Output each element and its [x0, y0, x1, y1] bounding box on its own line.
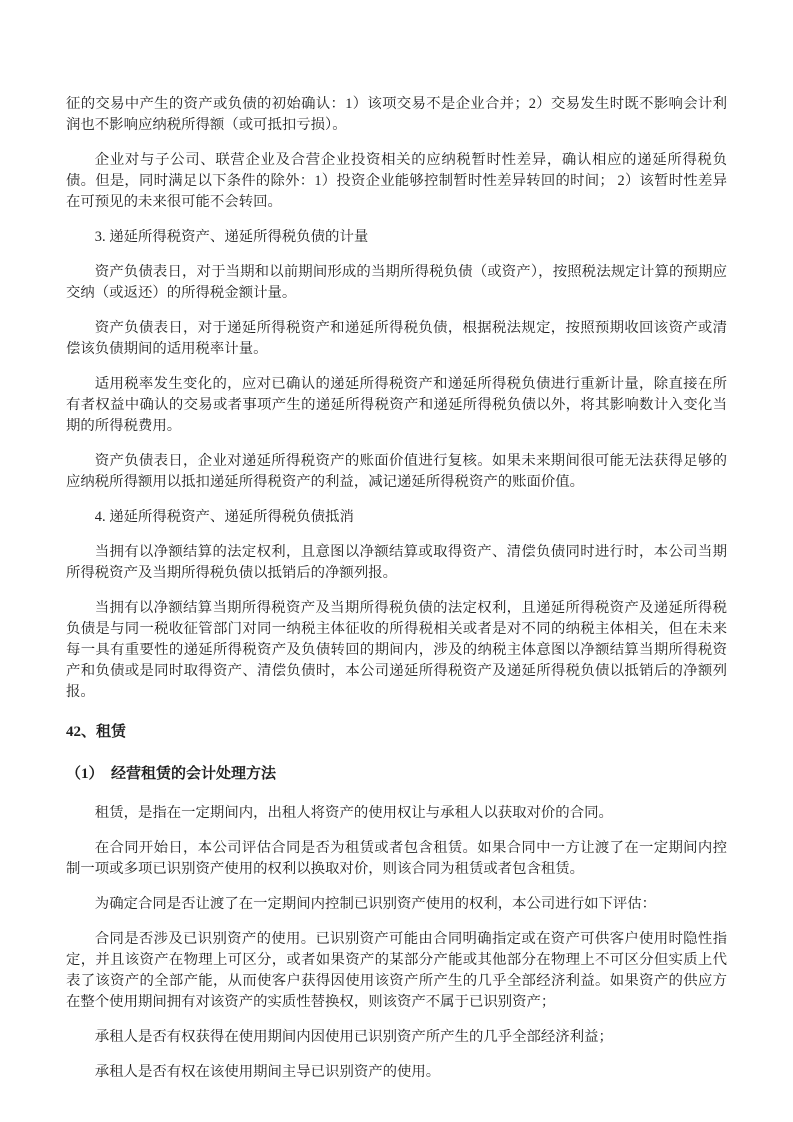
paragraph-continuation: 征的交易中产生的资产或负债的初始确认：1）该项交易不是企业合并；2）交易发生时既不影响会计利润也不影响应纳税所得额（或可抵扣亏损）。 [66, 96, 727, 133]
paragraph: 当拥有以净额结算当期所得税资产及当期所得税负债的法定权利，且递延所得税资产及递延所得税负债是与同一税收征管部门对同一纳税主体征收的所得税相关或者是对不同的纳税主体相关，但在未来每一具有重要性的递延所得税资产及负债转回的期间内，涉及的纳税主体意图以净额结算当期所得税资产和负债或是同时取得资产、清偿负债时，本公司递延所得税资产及递延所得税负债以抵销后的净额列报。 [66, 600, 727, 700]
subsection-heading-operating-lease: （1） 经营租赁的会计处理方法 [66, 766, 277, 782]
paragraph: 适用税率发生变化的，应对已确认的递延所得税资产和递延所得税负债进行重新计量，除直接在所有者权益中确认的交易或者事项产生的递延所得税资产和递延所得税负债以外，将其影响数计入变化当期的所得税费用。 [66, 376, 727, 434]
paragraph: 当拥有以净额结算的法定权利，且意图以净额结算或取得资产、清偿负债同时进行时，本公司当期所得税资产及当期所得税负债以抵销后的净额列报。 [66, 544, 727, 581]
numbered-item-3: 3. 递延所得税资产、递延所得税负债的计量 [94, 229, 369, 245]
paragraph: 承租人是否有权在该使用期间主导已识别资产的使用。 [94, 1064, 441, 1080]
paragraph: 合同是否涉及已识别资产的使用。已识别资产可能由合同明确指定或在资产可供客户使用时隐性指定，并且该资产在物理上可区分，或者如果资产的某部分产能或其他部分在物理上不可区分但实质上代表了该资产的全部产能，从而使客户获得因使用该资产所产生的几乎全部经济利益。如果资产的供应方在整个使用期间拥有对该资产的实质性替换权，则该资产不属于已识别资产； [66, 931, 727, 1010]
paragraph: 资产负债表日，企业对递延所得税资产的账面价值进行复核。如果未来期间很可能无法获得足够的应纳税所得额用以抵扣递延所得税资产的利益，减记递延所得税资产的账面价值。 [66, 453, 727, 490]
numbered-item-4: 4. 递延所得税资产、递延所得税负债抵消 [94, 509, 354, 525]
paragraph: 租赁，是指在一定期间内，出租人将资产的使用权让与承租人以获取对价的合同。 [94, 805, 613, 821]
section-heading-42-lease: 42、租赁 [66, 724, 127, 740]
paragraph: 资产负债表日，对于递延所得税资产和递延所得税负债，根据税法规定，按照预期收回该资产或清偿该负债期间的适用税率计量。 [66, 320, 727, 357]
paragraph: 承租人是否有权获得在使用期间内因使用已识别资产所产生的几乎全部经济利益； [94, 1029, 613, 1045]
paragraph: 在合同开始日，本公司评估合同是否为租赁或者包含租赁。如果合同中一方让渡了在一定期间内控制一项或多项已识别资产使用的权利以换取对价，则该合同为租赁或者包含租赁。 [66, 840, 727, 877]
paragraph: 为确定合同是否让渡了在一定期间内控制已识别资产使用的权利，本公司进行如下评估： [94, 896, 657, 912]
paragraph: 企业对与子公司、联营企业及合营企业投资相关的应纳税暂时性差异，确认相应的递延所得税负债。但是，同时满足以下条件的除外：1）投资企业能够控制暂时性差异转回的时间； 2）该暂时性差异在可预见的未来很可能不会转回。 [66, 152, 727, 210]
paragraph: 资产负债表日，对于当期和以前期间形成的当期所得税负债（或资产），按照税法规定计算的预期应交纳（或返还）的所得税金额计量。 [66, 264, 727, 301]
